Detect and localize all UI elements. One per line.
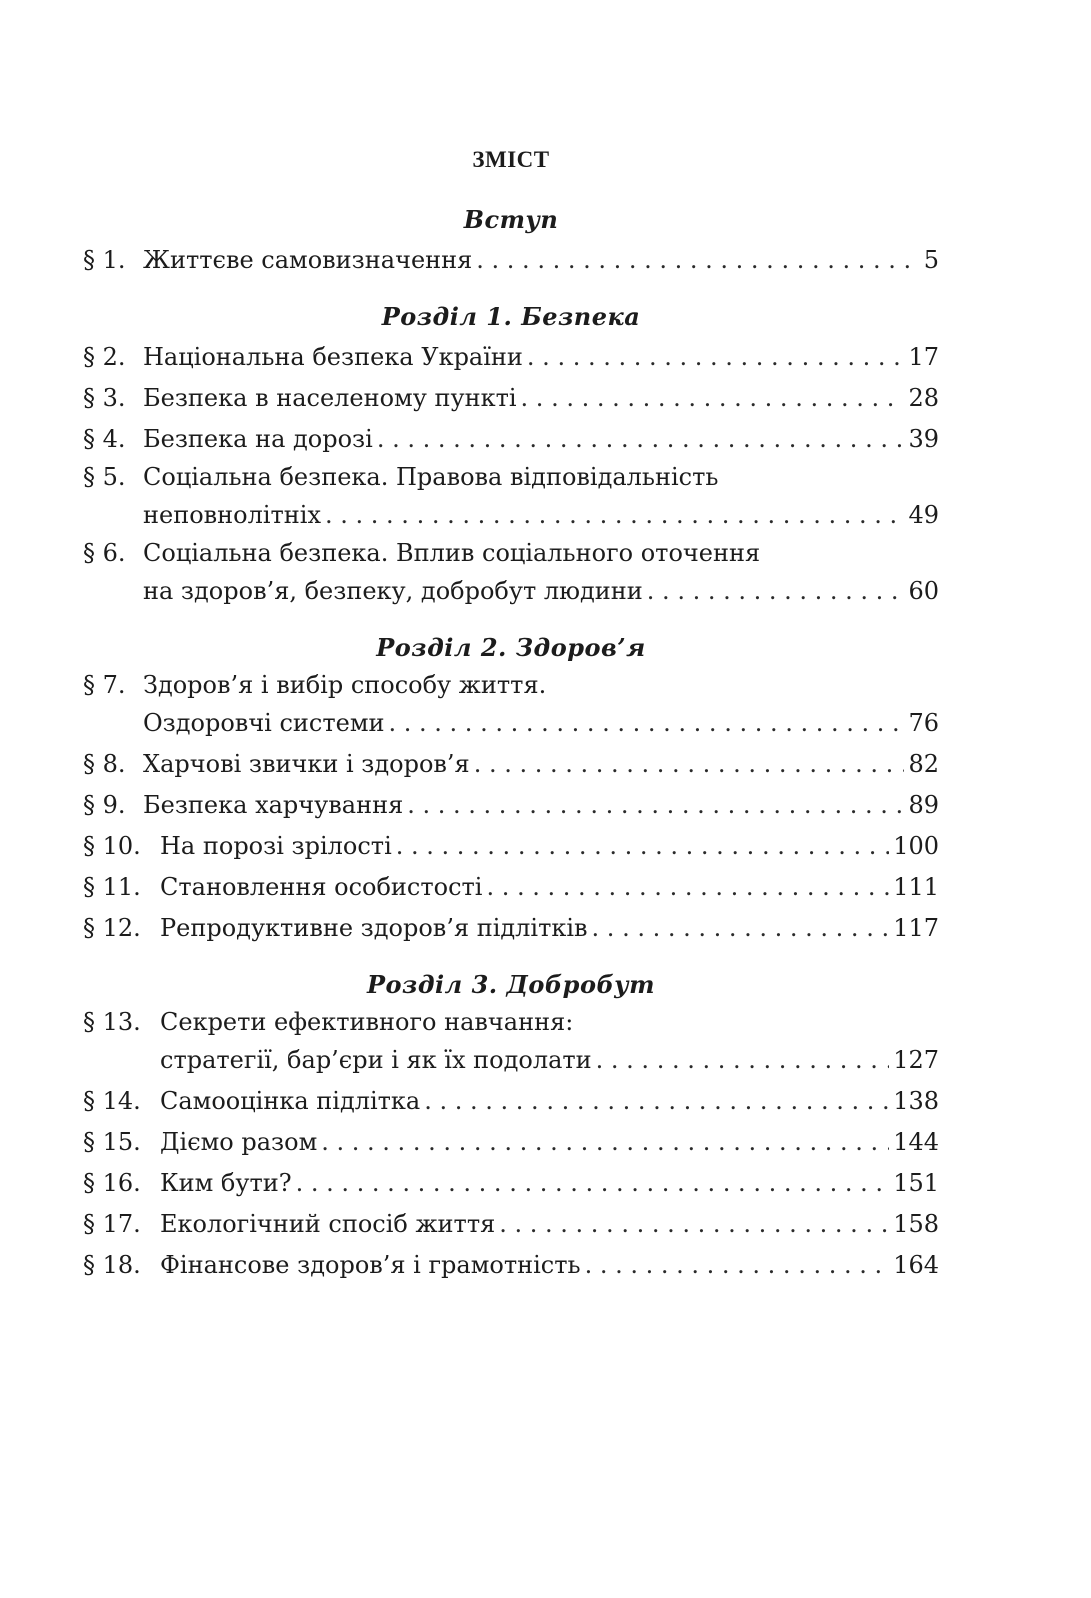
dot-leader — [424, 1081, 889, 1122]
paragraph-number: § 3. — [83, 384, 126, 412]
page-number: 28 — [908, 384, 939, 412]
toc-body — [83, 200, 939, 1286]
toc-entry[interactable] — [83, 1245, 939, 1286]
page-number: 127 — [893, 1046, 939, 1074]
dot-leader — [499, 1204, 889, 1245]
toc-entry[interactable] — [83, 460, 939, 536]
dot-leader — [396, 826, 889, 867]
page-number: 158 — [893, 1210, 939, 1238]
entry-title: Репродуктивне здоров’я підлітків — [160, 914, 588, 942]
toc-entry[interactable] — [83, 1122, 939, 1163]
toc-entry[interactable] — [83, 240, 939, 281]
toc-entry[interactable] — [83, 908, 939, 949]
paragraph-number: § 18. — [83, 1251, 141, 1279]
paragraph-number: § 16. — [83, 1169, 141, 1197]
entry-title: Секрети ефективного навчання: — [160, 1008, 574, 1036]
toc-entry[interactable] — [83, 536, 939, 612]
toc-entry[interactable] — [83, 337, 939, 378]
page-number: 138 — [893, 1087, 939, 1115]
paragraph-number: § 15. — [83, 1128, 141, 1156]
entry-title: стратегії, бар’єри і як їх подолати — [160, 1046, 592, 1074]
page-number: 89 — [908, 791, 939, 819]
paragraph-number: § 12. — [83, 914, 141, 942]
toc-entry[interactable] — [83, 785, 939, 826]
entry-title: Фінансове здоров’я і грамотність — [160, 1251, 581, 1279]
paragraph-number: § 8. — [83, 750, 126, 778]
entry-title: Безпека в населеному пункті — [143, 384, 517, 412]
entry-title: Соціальна безпека. Вплив соціального оточення — [143, 539, 761, 567]
dot-leader — [486, 867, 889, 908]
entry-title: Становлення особистості — [160, 873, 483, 901]
paragraph-number: § 5. — [83, 463, 126, 491]
entry-title: Самооцінка підлітка — [160, 1087, 421, 1115]
dot-leader — [592, 908, 890, 949]
paragraph-number: § 10. — [83, 832, 141, 860]
paragraph-number: § 6. — [83, 539, 126, 567]
dot-leader — [647, 571, 905, 612]
entry-title: Безпека харчування — [143, 791, 404, 819]
dot-leader — [325, 495, 904, 536]
paragraph-number: § 13. — [83, 1008, 141, 1036]
dot-leader — [389, 703, 905, 744]
section-heading: Вступ — [463, 205, 559, 234]
entry-title: Ким бути? — [160, 1169, 292, 1197]
entry-title: Харчові звички і здоров’я — [143, 750, 470, 778]
page-title: ЗМІСТ — [472, 147, 550, 172]
toc-entry[interactable] — [83, 744, 939, 785]
page-number: 5 — [923, 246, 939, 274]
entry-title: Безпека на дорозі — [143, 425, 373, 453]
page-number: 17 — [908, 343, 939, 371]
paragraph-number: § 7. — [83, 671, 126, 699]
page-number: 117 — [893, 914, 939, 942]
toc-entry[interactable] — [83, 668, 939, 744]
dot-leader — [596, 1040, 890, 1081]
dot-leader — [296, 1163, 890, 1204]
paragraph-number: § 4. — [83, 425, 126, 453]
dot-leader — [527, 337, 905, 378]
page-number: 49 — [908, 501, 939, 529]
page-number: 76 — [908, 709, 939, 737]
section-heading: Розділ 3. Добробут — [366, 970, 656, 999]
page-number: 144 — [893, 1128, 939, 1156]
entry-title: Соціальна безпека. Правова відповідальність — [143, 463, 719, 491]
dot-leader — [476, 240, 919, 281]
toc-entry[interactable] — [83, 1005, 939, 1081]
toc-entry[interactable] — [83, 1081, 939, 1122]
dot-leader — [321, 1122, 889, 1163]
page-number: 82 — [908, 750, 939, 778]
paragraph-number: § 11. — [83, 873, 141, 901]
section-heading: Розділ 1. Безпека — [381, 302, 641, 331]
toc-entry[interactable] — [83, 867, 939, 908]
dot-leader — [521, 378, 905, 419]
toc-entry[interactable] — [83, 378, 939, 419]
page-number: 60 — [908, 577, 939, 605]
dot-leader — [377, 419, 905, 460]
entry-title: Оздоровчі системи — [143, 709, 385, 737]
entry-title: на здоров’я, безпеку, добробут людини — [143, 577, 643, 605]
entry-title: Національна безпека України — [143, 343, 523, 371]
table-of-contents — [83, 140, 939, 1286]
toc-entry[interactable] — [83, 826, 939, 867]
entry-title: Життєве самовизначення — [143, 246, 473, 274]
toc-entry[interactable] — [83, 1163, 939, 1204]
entry-title: неповнолітніх — [143, 501, 322, 529]
entry-title: Діємо разом — [160, 1128, 318, 1156]
section-heading: Розділ 2. Здоров’я — [376, 633, 646, 662]
paragraph-number: § 9. — [83, 791, 126, 819]
page-number: 111 — [893, 873, 939, 901]
page-number: 39 — [908, 425, 939, 453]
paragraph-number: § 17. — [83, 1210, 141, 1238]
dot-leader — [407, 785, 904, 826]
dot-leader — [474, 744, 905, 785]
entry-title: Екологічний спосіб життя — [160, 1210, 496, 1238]
entry-title: Здоров’я і вибір способу життя. — [143, 671, 547, 699]
paragraph-number: § 2. — [83, 343, 126, 371]
paragraph-number: § 1. — [83, 246, 126, 274]
page-number: 151 — [893, 1169, 939, 1197]
paragraph-number: § 14. — [83, 1087, 141, 1115]
entry-title: На порозі зрілості — [160, 832, 392, 860]
dot-leader — [585, 1245, 890, 1286]
toc-entry[interactable] — [83, 1204, 939, 1245]
page-number: 164 — [893, 1251, 939, 1279]
toc-entry[interactable] — [83, 419, 939, 460]
page-number: 100 — [893, 832, 939, 860]
